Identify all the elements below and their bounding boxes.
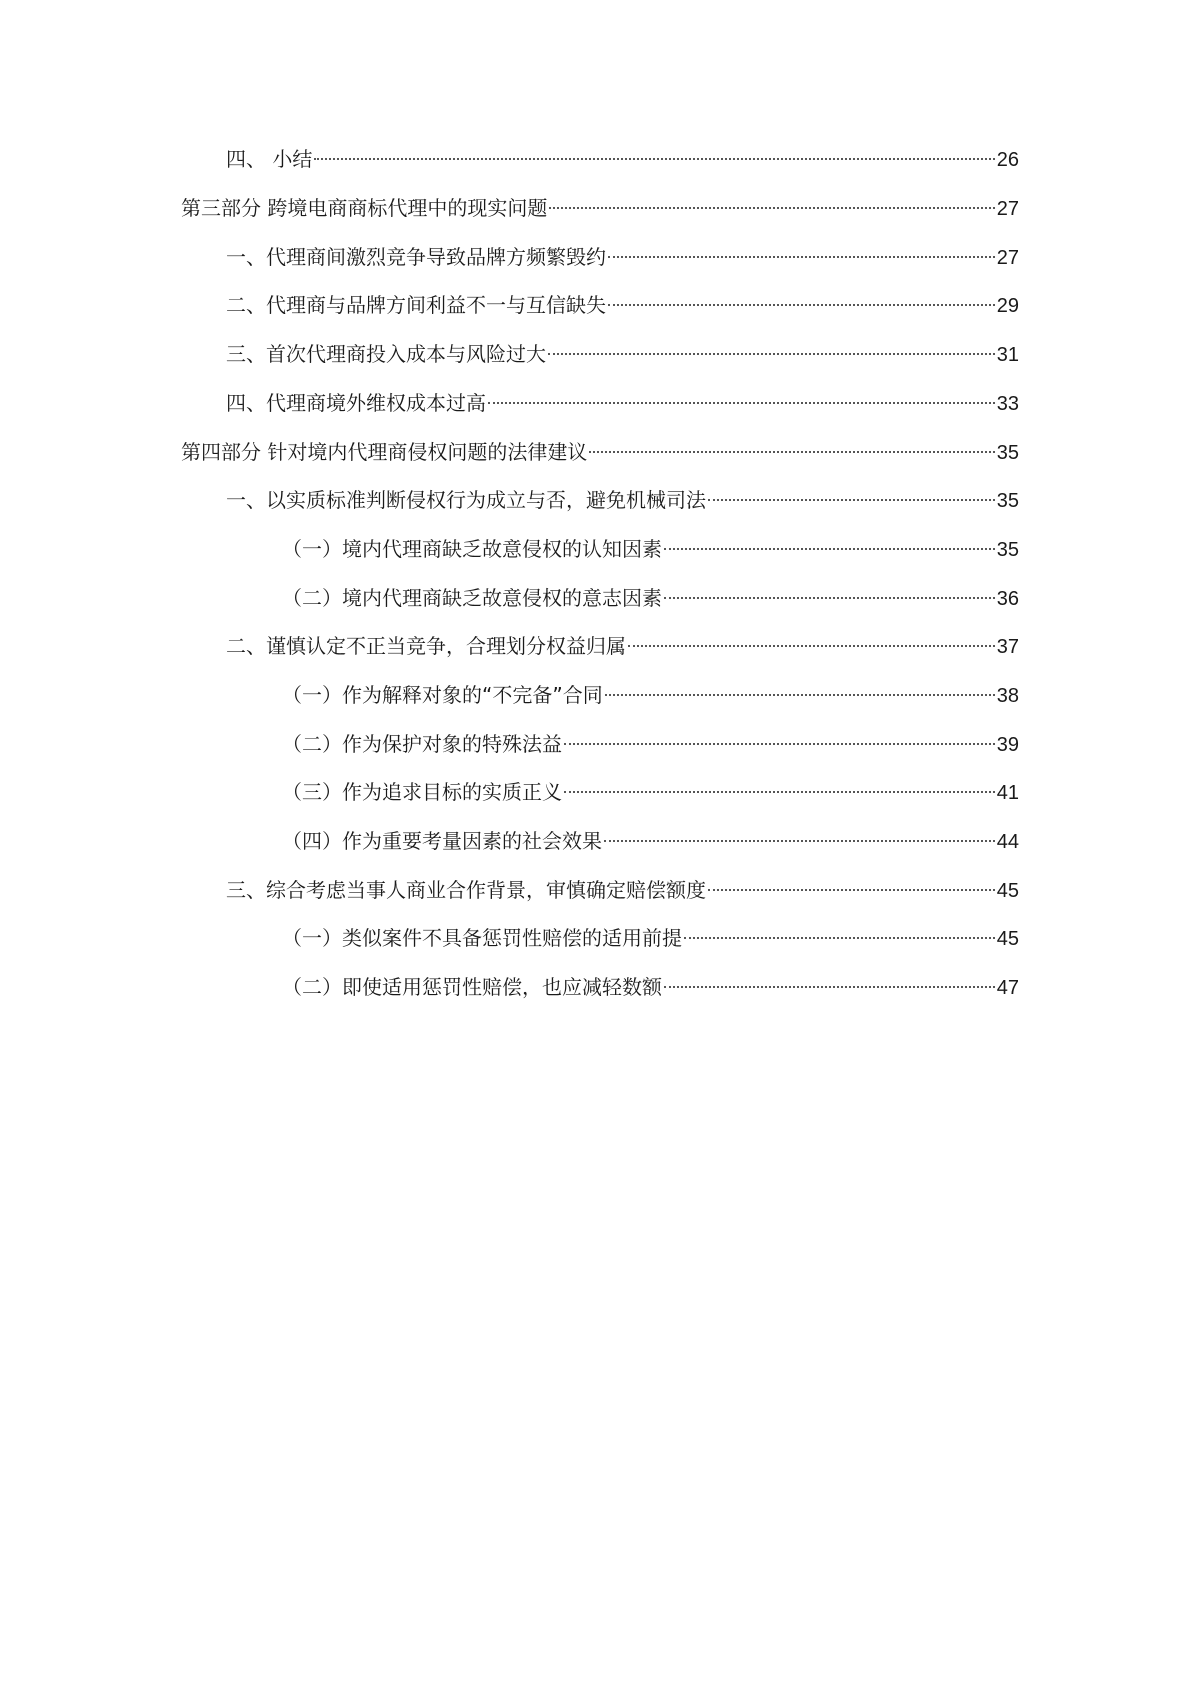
toc-entry[interactable] xyxy=(226,242,1019,272)
toc-entry[interactable] xyxy=(226,875,1019,905)
toc-dot-leader xyxy=(549,207,994,209)
toc-entry[interactable] xyxy=(282,583,1019,613)
toc-entry-page: 26 xyxy=(996,149,1019,171)
toc-entry-title: 二、代理商与品牌方间利益不一与互信缺失 xyxy=(226,293,606,317)
toc-entry-page: 35 xyxy=(996,490,1019,512)
toc-entry-title: 第三部分 跨境电商商标代理中的现实问题 xyxy=(181,196,548,220)
toc-entry-title: 三、综合考虑当事人商业合作背景，审慎确定赔偿额度 xyxy=(226,878,706,902)
toc-dot-leader xyxy=(684,937,995,939)
toc-entry[interactable] xyxy=(282,972,1019,1002)
toc-entry-page: 37 xyxy=(996,636,1019,658)
toc-dot-leader xyxy=(664,548,995,550)
toc-dot-leader xyxy=(708,889,995,891)
toc-entry-title: （二）境内代理商缺乏故意侵权的意志因素 xyxy=(282,586,662,610)
toc-dot-leader xyxy=(564,791,995,793)
toc-dot-leader xyxy=(664,597,995,599)
toc-entry-page: 45 xyxy=(996,880,1019,902)
toc-entry-page: 29 xyxy=(996,295,1019,317)
toc-entry-page: 31 xyxy=(996,344,1019,366)
toc-entry-page: 33 xyxy=(996,393,1019,415)
toc-dot-leader xyxy=(589,451,994,453)
toc-entry[interactable] xyxy=(282,923,1019,953)
toc-entry-title: （三）作为追求目标的实质正义 xyxy=(282,780,562,804)
toc-entry-page: 27 xyxy=(996,198,1019,220)
toc-entry[interactable] xyxy=(226,485,1019,515)
toc-entry-page: 39 xyxy=(996,734,1019,756)
toc-entry[interactable] xyxy=(226,290,1019,320)
toc-dot-leader xyxy=(664,986,995,988)
toc-dot-leader xyxy=(605,694,995,696)
toc-entry-page: 45 xyxy=(996,928,1019,950)
toc-entry-title: 四、 小结 xyxy=(226,147,313,171)
toc-entry-title: 第四部分 针对境内代理商侵权问题的法律建议 xyxy=(181,440,588,464)
toc-entry[interactable] xyxy=(282,729,1019,759)
toc-dot-leader xyxy=(608,304,995,306)
toc-entry[interactable] xyxy=(282,777,1019,807)
toc-entry[interactable] xyxy=(282,826,1019,856)
toc-entry[interactable] xyxy=(226,144,1019,174)
toc-dot-leader xyxy=(488,402,995,404)
toc-entry[interactable] xyxy=(226,631,1019,661)
toc-entry-title: （一）作为解释对象的“不完备”合同 xyxy=(282,683,603,707)
toc-entry-title: 一、以实质标准判断侵权行为成立与否，避免机械司法 xyxy=(226,488,706,512)
toc-entry-page: 44 xyxy=(996,831,1019,853)
toc-entry[interactable] xyxy=(282,534,1019,564)
toc-dot-leader xyxy=(548,353,995,355)
toc-entry-page: 27 xyxy=(996,247,1019,269)
toc-dot-leader xyxy=(708,499,995,501)
toc-entry-title: （二）作为保护对象的特殊法益 xyxy=(282,732,562,756)
toc-entry-page: 47 xyxy=(996,977,1019,999)
toc-entry-page: 35 xyxy=(996,442,1019,464)
toc-entry[interactable] xyxy=(181,193,1019,223)
toc-entry-page: 41 xyxy=(996,782,1019,804)
toc-entry-title: （一）类似案件不具备惩罚性赔偿的适用前提 xyxy=(282,926,682,950)
toc-entry-page: 36 xyxy=(996,588,1019,610)
toc-entry[interactable] xyxy=(226,339,1019,369)
toc-entry-title: 四、代理商境外维权成本过高 xyxy=(226,391,486,415)
toc-entry-title: 二、谨慎认定不正当竞争，合理划分权益归属 xyxy=(226,634,626,658)
toc-entry[interactable] xyxy=(282,680,1019,710)
toc-entry-title: 一、代理商间激烈竞争导致品牌方频繁毁约 xyxy=(226,245,606,269)
toc-entry-page: 38 xyxy=(996,685,1019,707)
toc-dot-leader xyxy=(628,645,995,647)
toc-dot-leader xyxy=(608,256,995,258)
toc-dot-leader xyxy=(564,743,995,745)
toc-entry[interactable] xyxy=(181,437,1019,467)
toc-entry-title: （二）即使适用惩罚性赔偿，也应减轻数额 xyxy=(282,975,662,999)
toc-dot-leader xyxy=(604,840,995,842)
toc-entry[interactable] xyxy=(226,388,1019,418)
toc-entry-title: 三、首次代理商投入成本与风险过大 xyxy=(226,342,546,366)
toc-entry-title: （一）境内代理商缺乏故意侵权的认知因素 xyxy=(282,537,662,561)
toc-entry-title: （四）作为重要考量因素的社会效果 xyxy=(282,829,602,853)
toc-dot-leader xyxy=(314,158,994,160)
toc-entry-page: 35 xyxy=(996,539,1019,561)
